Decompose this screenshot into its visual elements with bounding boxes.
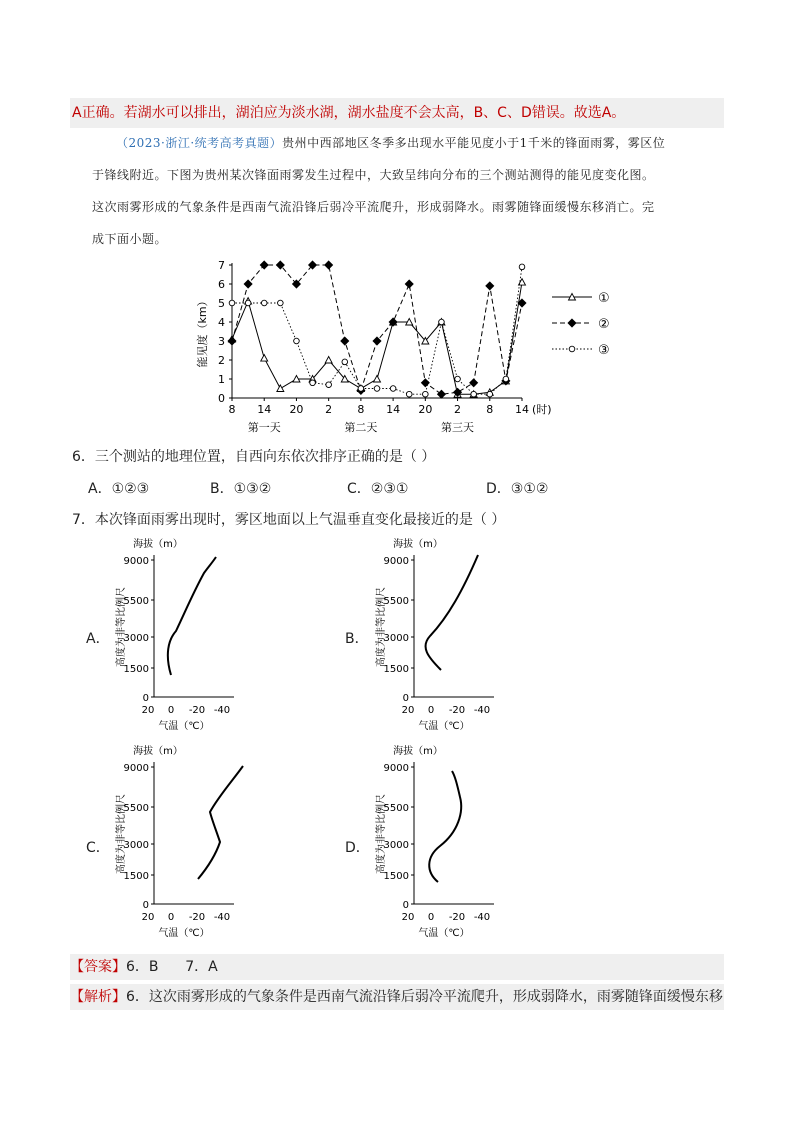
series-1-point: [374, 376, 381, 383]
question-source: （2023·浙江·统考高考真题）: [116, 136, 283, 150]
day-label: 第一天: [247, 421, 281, 434]
series-3-point: [310, 380, 316, 386]
temperature-profile-d: [368, 742, 508, 942]
y-tick-label: 1500: [383, 871, 409, 882]
x-tick-label: 0: [427, 705, 435, 716]
day-label: 第二天: [344, 421, 378, 434]
y-tick-label: 1: [218, 373, 225, 386]
q7-option-a[interactable]: A．: [86, 631, 110, 647]
series-3-point: [390, 386, 396, 392]
temperature-axis-label: 气温（℃）: [158, 928, 210, 939]
x-tick-label: 20: [141, 912, 155, 923]
x-tick-label: 20: [289, 403, 304, 416]
question-intro: [92, 127, 722, 255]
series-2-point: [325, 261, 333, 269]
y-tick-label: 1500: [123, 871, 149, 882]
x-tick-label: 20: [401, 705, 415, 716]
series-3-point: [229, 300, 235, 306]
series-3-point: [503, 376, 509, 382]
temperature-profile-a: [108, 535, 248, 735]
x-tick-label: -40: [213, 912, 231, 923]
y-tick-label: 0: [218, 392, 225, 405]
series-3-point: [278, 300, 284, 306]
answer-text: 6．B 7．A: [126, 959, 218, 975]
x-tick-label: -20: [448, 705, 466, 716]
series-2-point: [437, 390, 445, 398]
temperature-axis-label: 气温（℃）: [418, 721, 470, 732]
altitude-title: 海拔（m）: [393, 539, 443, 550]
legend-label-3: ③: [598, 343, 610, 358]
temperature-axis-label: 气温（℃）: [158, 721, 210, 732]
altitude-title: 海拔（m）: [133, 539, 183, 550]
temperature-curve: [198, 766, 243, 879]
temperature-profile-c: [108, 742, 248, 942]
x-tick-label: 2: [325, 403, 333, 416]
legend-marker-2: [568, 319, 576, 327]
q6-option-b[interactable]: B．①③②: [210, 481, 272, 497]
previous-answer-text: A正确。若湖水可以排出，湖泊应为淡水湖，湖水盐度不会太高，B、C、D错误。故选A。: [72, 105, 626, 121]
analysis-band: [70, 984, 724, 1010]
series-3-point: [519, 264, 525, 270]
y-tick-label: 0: [402, 693, 409, 704]
y-tick-label: 3000: [123, 633, 149, 644]
series-2-point: [470, 379, 478, 387]
intro-line-1: 贵州中西部地区冬季多出现水平能见度小于1千米的锋面雨雾，雾区位: [282, 136, 666, 150]
series-3-point: [423, 391, 429, 397]
series-3-point: [294, 338, 300, 344]
temperature-profile-b: [368, 535, 508, 735]
height-scale-note: 高度为非等比例尺: [376, 794, 387, 874]
x-tick-label: 8: [357, 403, 365, 416]
x-tick-label: 20: [401, 912, 415, 923]
y-tick-label: 2: [218, 354, 225, 367]
y-tick-label: 1500: [383, 664, 409, 675]
x-tick-label: 8: [486, 403, 494, 416]
series-3-point: [245, 300, 251, 306]
q6-option-d[interactable]: D．③①②: [486, 481, 549, 497]
answer-label: 【答案】: [70, 959, 126, 975]
y-tick-label: 3: [218, 335, 225, 348]
y-tick-label: 5500: [383, 596, 409, 607]
series-3-point: [261, 300, 267, 306]
y-tick-label: 5: [218, 297, 225, 310]
x-tick-label: 20: [418, 403, 433, 416]
temperature-curve: [168, 557, 216, 675]
previous-answer-band: [70, 98, 724, 128]
y-tick-label: 0: [142, 900, 149, 911]
y-tick-label: 1500: [123, 664, 149, 675]
y-tick-label: 3000: [123, 840, 149, 851]
q7-option-c[interactable]: C．: [86, 840, 110, 856]
series-2-point: [373, 337, 381, 345]
height-scale-note: 高度为非等比例尺: [116, 794, 127, 874]
question-6-stem: 6．三个测站的地理位置，自西向东依次排序正确的是（ ）: [72, 449, 436, 465]
y-tick-label: 9000: [123, 763, 149, 774]
x-tick-label: -20: [448, 912, 466, 923]
y-tick-label: 3000: [383, 840, 409, 851]
y-tick-label: 5500: [123, 596, 149, 607]
y-tick-label: 0: [402, 900, 409, 911]
series-3-point: [342, 359, 348, 365]
x-tick-label: 14: [257, 403, 272, 416]
intro-line-2: 于锋线附近。下图为贵州某次锋面雨雾发生过程中，大致呈纬向分布的三个测站测得的能见度变化图。: [92, 168, 655, 182]
intro-line-4: 成下面小题。: [92, 232, 168, 246]
q7-option-d[interactable]: D．: [345, 840, 370, 856]
q6-option-a[interactable]: A．①②③: [88, 481, 150, 497]
series-3-point: [406, 391, 412, 397]
series-3-point: [471, 391, 477, 397]
q7-option-b[interactable]: B．: [345, 631, 369, 647]
x-tick-label: 0: [167, 912, 175, 923]
x-tick-label: 14: [386, 403, 401, 416]
analysis-label: 【解析】: [70, 989, 126, 1005]
series-2-point: [244, 280, 252, 288]
y-tick-label: 9000: [383, 763, 409, 774]
legend-marker-3: [569, 346, 575, 352]
x-tick-label: 0: [167, 705, 175, 716]
series-3-point: [358, 386, 364, 392]
series-3-point: [487, 391, 493, 397]
y-tick-label: 5500: [383, 803, 409, 814]
temperature-curve: [426, 555, 478, 670]
x-tick-label: -20: [188, 912, 206, 923]
x-tick-label: 2: [454, 403, 462, 416]
legend-label-2: ②: [598, 317, 610, 332]
x-tick-label: 0: [427, 912, 435, 923]
y-tick-label: 5500: [123, 803, 149, 814]
answer-band: [70, 954, 724, 980]
visibility-chart: [190, 255, 610, 440]
altitude-title: 海拔（m）: [393, 746, 443, 757]
y-tick-label: 3000: [383, 633, 409, 644]
q6-option-c[interactable]: C．②③①: [347, 481, 409, 497]
x-tick-label: -40: [213, 705, 231, 716]
height-scale-note: 高度为非等比例尺: [116, 587, 127, 667]
series-1-point: [277, 385, 284, 392]
y-tick-label: 6: [218, 278, 225, 291]
x-tick-label: -40: [473, 912, 491, 923]
x-unit-label: (时): [532, 403, 552, 416]
y-tick-label: 7: [218, 259, 225, 272]
series-2-point: [228, 337, 236, 345]
analysis-text: 6．这次雨雾形成的气象条件是西南气流沿锋后弱冷平流爬升，形成弱降水，雨雾随锋面缓慢东移: [126, 989, 723, 1005]
series-3-point: [326, 382, 332, 388]
y-tick-label: 9000: [383, 556, 409, 567]
temperature-curve: [429, 771, 461, 882]
y-tick-label: 4: [218, 316, 225, 329]
question-7-stem: 7．本次锋面雨雾出现时，雾区地面以上气温垂直变化最接近的是（ ）: [72, 512, 506, 528]
series-3-point: [374, 386, 380, 392]
series-2-point: [405, 280, 413, 288]
legend-label-1: ①: [598, 291, 610, 306]
x-tick-label: 8: [228, 403, 236, 416]
series-2-point: [486, 282, 494, 290]
x-tick-label: -20: [188, 705, 206, 716]
series-2-point: [341, 337, 349, 345]
temperature-axis-label: 气温（℃）: [418, 928, 470, 939]
series-2-point: [421, 379, 429, 387]
intro-line-3: 这次雨雾形成的气象条件是西南气流沿锋后弱冷平流爬升，形成弱降水。雨雾随锋面缓慢东移消亡。完: [92, 200, 655, 214]
x-tick-label: 20: [141, 705, 155, 716]
series-1-point: [325, 357, 332, 364]
y-tick-label: 9000: [123, 556, 149, 567]
series-3-point: [455, 376, 461, 382]
height-scale-note: 高度为非等比例尺: [376, 587, 387, 667]
y-axis-label: 能见度（km）: [196, 295, 209, 368]
y-tick-label: 0: [142, 693, 149, 704]
x-tick-label: -40: [473, 705, 491, 716]
day-label: 第三天: [441, 421, 475, 434]
altitude-title: 海拔（m）: [133, 746, 183, 757]
series-3-point: [439, 319, 445, 325]
series-1-point: [261, 355, 268, 362]
x-tick-label: 14: [515, 403, 529, 416]
